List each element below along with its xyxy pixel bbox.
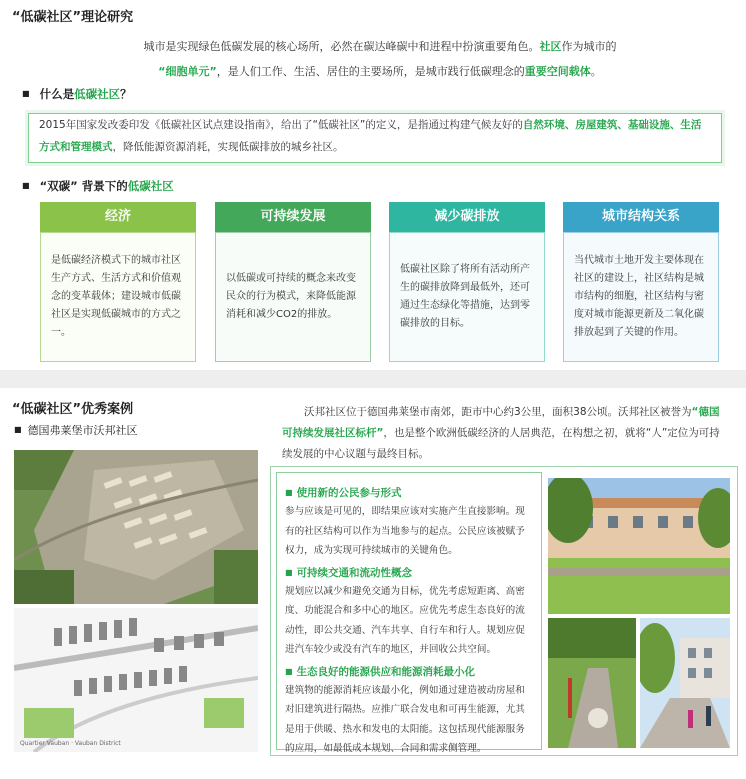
point-body-energy: 建筑物的能源消耗应该最小化，例如通过建造被动房屋和对旧建筑进行隔热。应推广联合发电和可再生能源，尤其是用于供暖、热水和发电的太阳能。这包括现代能源服务的应用，如最低成本规划、合同和需求侧管理。 <box>285 684 525 754</box>
point-title-participation: ■ 使用新的公民参与形式 <box>285 485 533 500</box>
question-what-is: ■ 什么是低碳社区？ <box>22 86 132 102</box>
point-body-participation: 参与应该是可见的，即结果应该对实施产生直接影响。现有的社区结构可以作为当地参与的起点。公民应该被赋予权力，成为实现可持续城市的关键角色。 <box>285 506 525 556</box>
section-title-cases: “低碳社区”优秀案例 <box>12 402 134 417</box>
definition-box: 2015年国家发改委印发《低碳社区试点建设指南》，给出了“低碳社区”的定义，是指通过构建气候友好的自然环境、房屋建筑、基础设施、生活方式和管理模式，降低能源资源消耗，实现低碳排放的城乡社区。 <box>28 113 722 163</box>
card-urban-structure-body: 当代城市土地开发主要体现在社区的建设上，社区结构是城市结构的细胞，社区结构与密度对城市能源更新及二氧化碳排放起到了关键的作用。 <box>563 232 719 362</box>
card-economy-body: 是低碳经济模式下的城市社区生产方式、生活方式和价值观念的变革载体；建设城市低碳社区是实现低碳城市的方式之一。 <box>40 232 196 362</box>
card-reduce-carbon-title: 减少碳排放 <box>389 202 545 232</box>
point-title-transport: ■ 可持续交通和流动性概念 <box>285 565 533 580</box>
map-caption: Quartier Vauban · Vauban District <box>20 740 121 747</box>
street-playground-photo <box>548 618 636 748</box>
card-sustainable-title: 可持续发展 <box>215 202 371 232</box>
community-buildings-photo <box>548 478 730 614</box>
section-title-theory: “低碳社区”理论研究 <box>12 10 134 25</box>
aerial-photo <box>14 450 258 604</box>
section-divider <box>0 370 746 388</box>
point-title-energy: ■ 生态良好的能源供应和能源消耗最小化 <box>285 664 533 679</box>
card-sustainable-body: 以低碳或可持续的概念来改变民众的行为模式，来降低能源消耗和减少CO2的排放。 <box>215 232 371 362</box>
vauban-intro: 沃邦社区位于德国弗莱堡市南郊，距市中心约3公里，面积38公顷。沃邦社区被誉为“德国可持续发展社区标杆”，也是整个欧洲低碳经济的人居典范，在构想之初，就将“人”定位为可持续发展的中心议题与最终目标。 <box>282 406 720 460</box>
card-urban-structure-title: 城市结构关系 <box>563 202 719 232</box>
case-points-panel <box>276 472 542 754</box>
point-body-transport: 规划应以减少和避免交通为目标，优先考虑短距离、高密度、功能混合和多中心的地区。应优先考虑生态良好的流动性，即公共交通、汽车共享、自行车和行人。规划应促进汽车较少或没有汽车的地区，并回收公共空间。 <box>285 585 525 655</box>
case-label: ■ 德国弗莱堡市沃邦社区 <box>14 422 138 438</box>
card-reduce-carbon-body: 低碳社区除了将所有活动所产生的碳排放降到最低外，还可通过生态绿化等措施，达到零碳排放的目标。 <box>389 232 545 362</box>
question-dual-carbon: ■ “双碳” 背景下的低碳社区 <box>22 178 174 194</box>
card-economy-title: 经济 <box>40 202 196 232</box>
children-street-photo <box>640 618 730 748</box>
site-plan-map <box>14 608 258 752</box>
intro-paragraph: 城市是实现绿色低碳发展的核心场所，必然在碳达峰碳中和进程中扮演重要角色。社区作为城市的 “细胞单元”，是人们工作、生活、居住的主要场所，是城市践行低碳理念的重要空间载体。 <box>143 40 617 78</box>
